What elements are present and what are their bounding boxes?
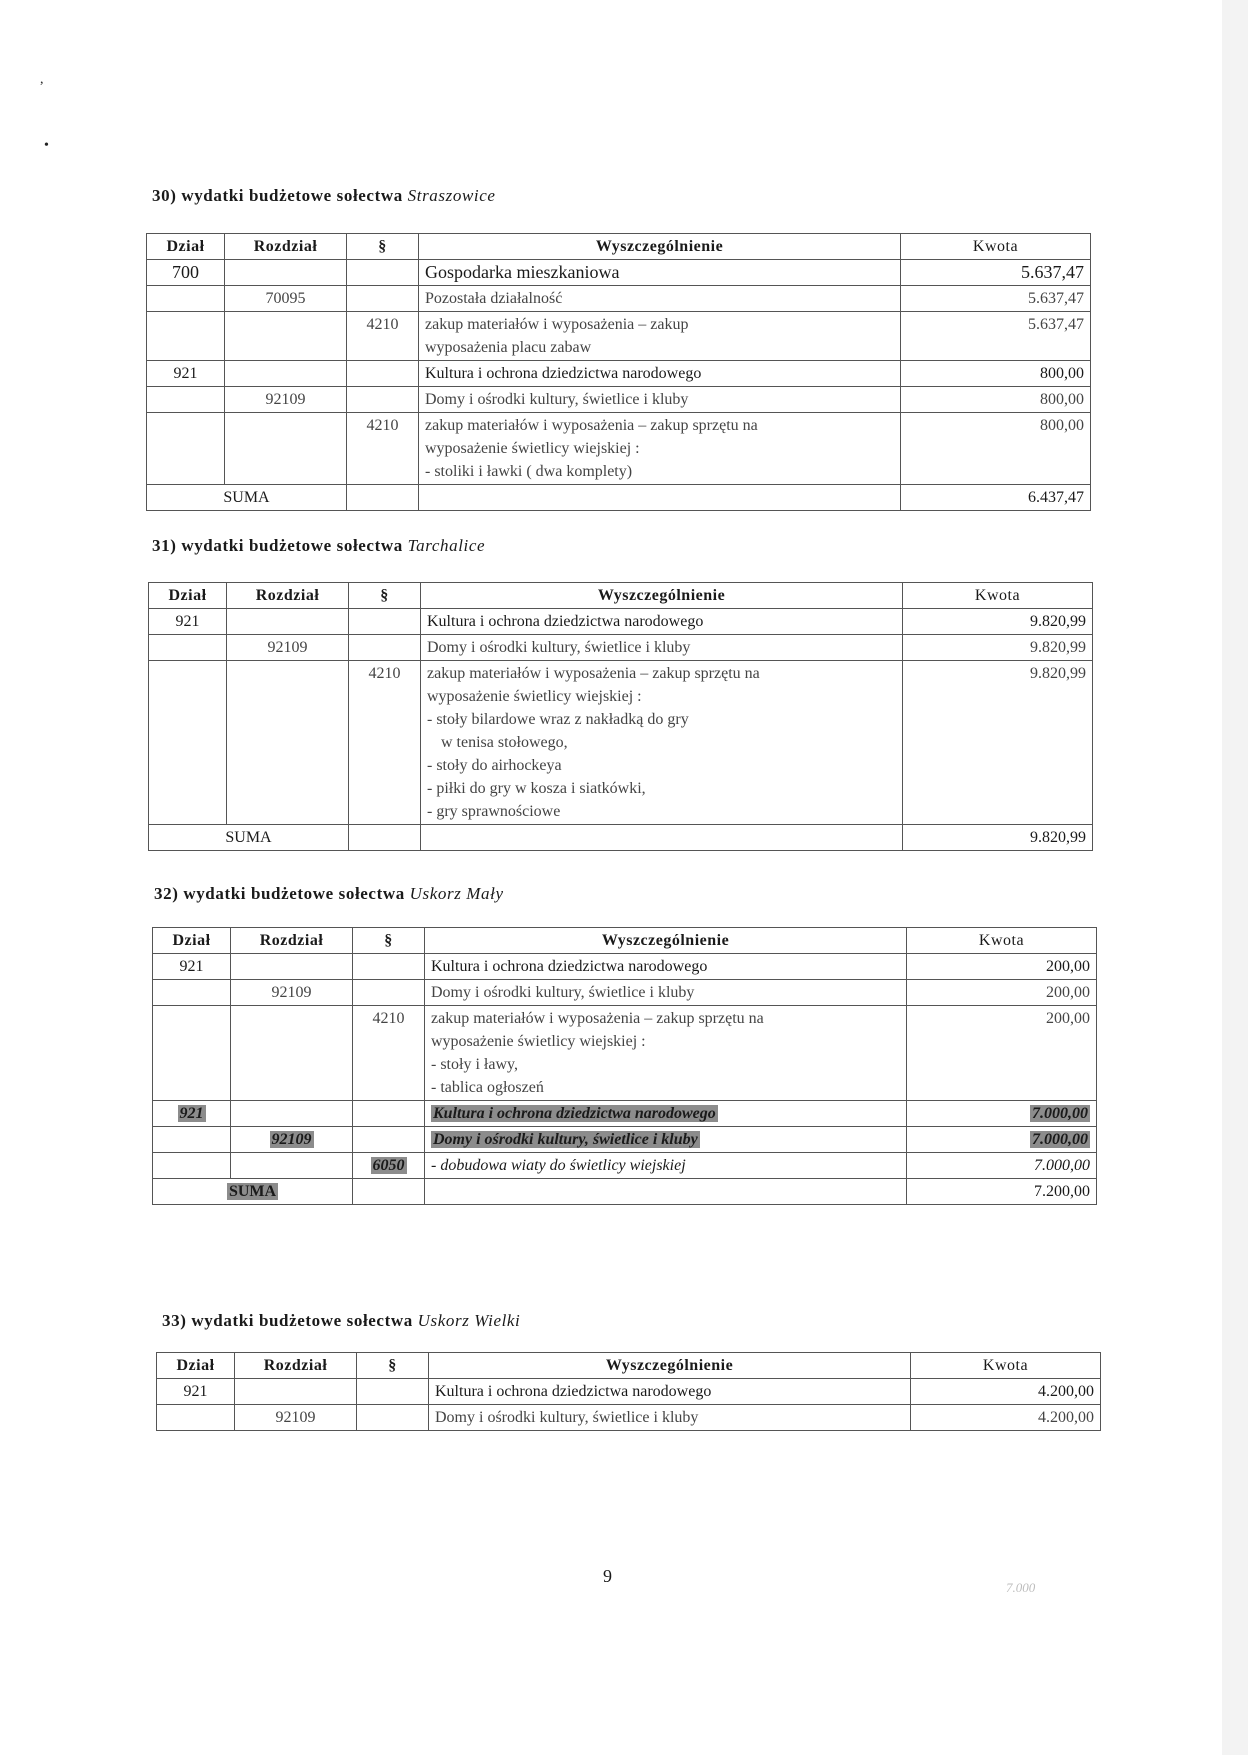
dzial-cell [153,1153,231,1179]
rozdzial-cell [225,260,347,286]
table-row [147,312,1091,361]
col-header-rozdzial: Rozdział [225,234,347,260]
desc-cell [425,1101,907,1127]
highlight-mark: 6050 [372,1157,405,1174]
paragraf-cell [353,1101,425,1127]
table-row-highlighted [153,1153,1097,1179]
dzial-cell [153,1006,231,1101]
desc-line: wyposażenie świetlicy wiejskiej : [431,1033,646,1050]
rozdzial-cell [231,1101,353,1127]
desc-line: - stoły do airhockeya [427,757,562,774]
desc-line: zakup materiałów i wyposażenia – zakup sprzętu na [431,1010,764,1027]
col-header-paragraf: § [353,928,425,954]
col-header-paragraf: § [349,583,421,609]
col-header-rozdzial: Rozdział [235,1353,357,1379]
desc-cell: - dobudowa wiaty do świetlicy wiejskiej [425,1153,907,1179]
highlight-mark: 92109 [271,1131,312,1148]
budget-table [148,582,1093,851]
section-heading [152,186,496,206]
table-row [147,286,1091,312]
dzial-cell: 921 [157,1379,235,1405]
col-header-kwota: Kwota [901,234,1091,260]
village-name: Straszowice [407,186,496,205]
desc-cell [419,485,901,511]
paragraf-cell: 4210 [347,413,419,485]
table-row [153,980,1097,1006]
scan-speck: • [44,138,49,153]
highlight-mark: SUMA [228,1183,277,1200]
dzial-cell [147,413,225,485]
suma-label [153,1179,353,1205]
kwota-cell [907,1101,1097,1127]
desc-cell [421,825,903,851]
kwota-cell: 4.200,00 [911,1405,1101,1431]
col-header-wyszczegolnienie: Wyszczególnienie [419,234,901,260]
scan-bleed-mark: 7.000 [1006,1580,1036,1595]
paragraf-cell [353,1127,425,1153]
dzial-cell [153,980,231,1006]
paragraf-cell [353,980,425,1006]
table-row [153,1006,1097,1101]
kwota-cell: 9.820,99 [903,609,1093,635]
kwota-cell: 800,00 [901,413,1091,485]
table-row [157,1379,1101,1405]
table-header-row [157,1353,1101,1379]
col-header-kwota: Kwota [911,1353,1101,1379]
budget-table [152,927,1097,1205]
col-header-rozdzial: Rozdział [227,583,349,609]
budget-table [146,233,1091,511]
desc-cell [421,661,903,825]
highlight-mark: 921 [179,1105,204,1122]
highlight-mark: 7.000,00 [1032,1131,1088,1148]
suma-value: 9.820,99 [903,825,1093,851]
table-row [149,609,1093,635]
desc-cell [425,1127,907,1153]
rozdzial-cell [227,661,349,825]
table-header-row [147,234,1091,260]
village-name: Uskorz Mały [409,884,504,903]
paragraf-cell: 4210 [349,661,421,825]
table-row-highlighted [153,1101,1097,1127]
paragraf-cell [349,635,421,661]
rozdzial-cell [235,1379,357,1405]
section-number: 31) [152,536,177,555]
section-number: 32) [154,884,179,903]
kwota-cell: 4.200,00 [911,1379,1101,1405]
paragraf-cell [357,1405,429,1431]
desc-cell: Kultura i ochrona dziedzictwa narodowego [425,954,907,980]
desc-line: - piłki do gry w kosza i siatkówki, [427,780,646,797]
section-heading [152,536,485,556]
table-row [153,954,1097,980]
kwota-cell [907,1127,1097,1153]
suma-value: 7.200,00 [907,1179,1097,1205]
desc-cell [419,413,901,485]
desc-line: zakup materiałów i wyposażenia – zakup sprzętu na [427,665,760,682]
desc-line: - stoły i ławy, [431,1056,518,1073]
paragraf-cell [349,825,421,851]
desc-cell: Pozostała działalność [419,286,901,312]
paragraf-cell [347,260,419,286]
desc-cell [425,1006,907,1101]
scan-edge [1222,0,1248,1755]
budget-table [156,1352,1101,1431]
kwota-cell: 9.820,99 [903,635,1093,661]
dzial-cell [153,1101,231,1127]
col-header-paragraf: § [347,234,419,260]
rozdzial-cell: 70095 [225,286,347,312]
desc-line: - stoły bilardowe wraz z nakładką do gry [427,711,689,728]
dzial-cell [147,286,225,312]
desc-line: zakup materiałów i wyposażenia – zakup [425,316,689,333]
kwota-cell: 200,00 [907,980,1097,1006]
kwota-cell: 5.637,47 [901,286,1091,312]
section-prefix: wydatki budżetowe sołectwa [183,884,405,903]
desc-line: zakup materiałów i wyposażenia – zakup sprzętu na [425,417,758,434]
kwota-cell: 5.637,47 [901,312,1091,361]
rozdzial-cell [231,1153,353,1179]
kwota-cell: 200,00 [907,954,1097,980]
paragraf-cell [347,387,419,413]
table-row [149,635,1093,661]
paragraf-cell [353,1179,425,1205]
rozdzial-cell: 92109 [225,387,347,413]
desc-line: w tenisa stołowego, [441,734,568,751]
paragraf-cell [347,361,419,387]
desc-cell: Domy i ośrodki kultury, świetlice i kluby [421,635,903,661]
col-header-wyszczegolnienie: Wyszczególnienie [425,928,907,954]
suma-value: 6.437,47 [901,485,1091,511]
col-header-wyszczegolnienie: Wyszczególnienie [421,583,903,609]
dzial-cell: 700 [147,260,225,286]
kwota-cell: 800,00 [901,361,1091,387]
desc-line: wyposażenie świetlicy wiejskiej : [425,440,640,457]
desc-cell: Domy i ośrodki kultury, świetlice i kluby [429,1405,911,1431]
paragraf-cell [349,609,421,635]
table-row [147,260,1091,286]
rozdzial-cell: 92109 [227,635,349,661]
suma-row [149,825,1093,851]
desc-cell: Domy i ośrodki kultury, świetlice i kluby [419,387,901,413]
village-name: Tarchalice [407,536,486,555]
dzial-cell [149,661,227,825]
scan-speck: , [40,72,44,87]
paragraf-cell [353,954,425,980]
desc-cell [419,312,901,361]
rozdzial-cell [227,609,349,635]
table-row [147,413,1091,485]
paragraf-cell [353,1153,425,1179]
dzial-cell [153,1127,231,1153]
col-header-dzial: Dział [149,583,227,609]
desc-line: - gry sprawnościowe [427,803,561,820]
paragraf-cell [357,1379,429,1405]
paragraf-cell [347,286,419,312]
suma-row [147,485,1091,511]
kwota-cell: 9.820,99 [903,661,1093,825]
table-header-row [153,928,1097,954]
highlight-mark: Kultura i ochrona dziedzictwa narodowego [433,1105,716,1122]
desc-cell: Kultura i ochrona dziedzictwa narodowego [421,609,903,635]
table-row [147,387,1091,413]
col-header-kwota: Kwota [907,928,1097,954]
suma-label: SUMA [149,825,349,851]
col-header-paragraf: § [357,1353,429,1379]
col-header-wyszczegolnienie: Wyszczególnienie [429,1353,911,1379]
desc-cell: Kultura i ochrona dziedzictwa narodowego [429,1379,911,1405]
desc-line: wyposażenia placu zabaw [425,339,592,356]
desc-cell: Gospodarka mieszkaniowa [419,260,901,286]
section-prefix: wydatki budżetowe sołectwa [181,186,403,205]
dzial-cell [149,635,227,661]
dzial-cell [147,387,225,413]
table-row [149,661,1093,825]
dzial-cell [157,1405,235,1431]
col-header-dzial: Dział [153,928,231,954]
rozdzial-cell [225,312,347,361]
village-name: Uskorz Wielki [417,1311,521,1330]
rozdzial-cell: 92109 [231,980,353,1006]
desc-line: - stoliki i ławki ( dwa komplety) [425,463,633,480]
table-row [147,361,1091,387]
dzial-cell [147,312,225,361]
section-number: 33) [162,1311,187,1330]
rozdzial-cell [231,954,353,980]
paragraf-cell [347,485,419,511]
rozdzial-cell [225,361,347,387]
section-prefix: wydatki budżetowe sołectwa [181,536,403,555]
section-heading [154,884,504,904]
kwota-cell: 800,00 [901,387,1091,413]
desc-line: - tablica ogłoszeń [431,1079,544,1096]
table-header-row [149,583,1093,609]
suma-label: SUMA [147,485,347,511]
col-header-kwota: Kwota [903,583,1093,609]
col-header-dzial: Dział [157,1353,235,1379]
paragraf-cell: 4210 [353,1006,425,1101]
col-header-dzial: Dział [147,234,225,260]
rozdzial-cell [225,413,347,485]
dzial-cell: 921 [153,954,231,980]
section-number: 30) [152,186,177,205]
page-number: 9 [603,1566,612,1586]
rozdzial-cell [231,1127,353,1153]
section-heading [162,1311,520,1331]
kwota-cell: 5.637,47 [901,260,1091,286]
kwota-cell: 7.000,00 [907,1153,1097,1179]
table-row [157,1405,1101,1431]
desc-cell: Kultura i ochrona dziedzictwa narodowego [419,361,901,387]
table-row-highlighted [153,1127,1097,1153]
rozdzial-cell [231,1006,353,1101]
section-prefix: wydatki budżetowe sołectwa [191,1311,413,1330]
highlight-mark: Domy i ośrodki kultury, świetlice i kluby [433,1131,698,1148]
paragraf-cell: 4210 [347,312,419,361]
highlight-mark: 7.000,00 [1032,1105,1088,1122]
dzial-cell: 921 [149,609,227,635]
desc-cell: Domy i ośrodki kultury, świetlice i kluby [425,980,907,1006]
dzial-cell: 921 [147,361,225,387]
kwota-cell: 200,00 [907,1006,1097,1101]
desc-cell [425,1179,907,1205]
rozdzial-cell: 92109 [235,1405,357,1431]
col-header-rozdzial: Rozdział [231,928,353,954]
suma-row [153,1179,1097,1205]
desc-line: wyposażenie świetlicy wiejskiej : [427,688,642,705]
